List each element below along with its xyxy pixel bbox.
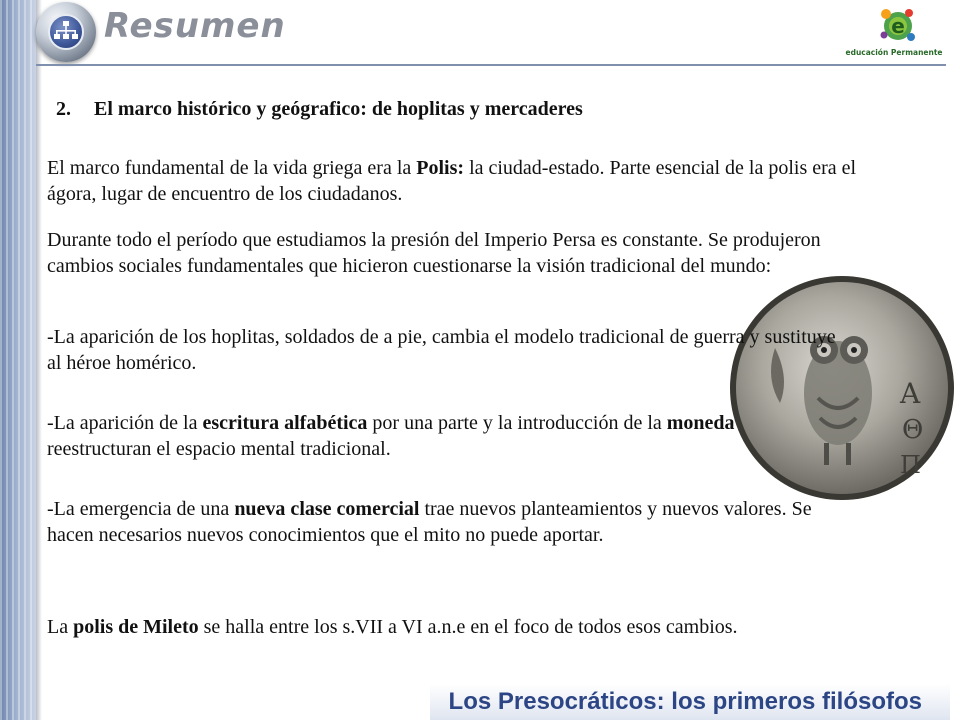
text-run: la ciudad-estado. Parte esencial de la polis era el ágora, lugar de encuentro de los ciudadanos.	[47, 157, 857, 205]
section-heading	[56, 98, 583, 121]
header-badge-icon	[36, 2, 96, 62]
header-divider	[36, 64, 946, 66]
svg-text:Α: Α	[900, 377, 921, 410]
text-run: se halla entre los s.VII a VI a.n.e en el foco de todos esos cambios.	[198, 616, 738, 638]
bold-term-escritura: escritura alfabética	[202, 412, 368, 434]
bold-term-clase-comercial: nueva clase comercial	[234, 498, 420, 520]
paragraph-clase-comercial	[47, 496, 847, 548]
paragraph-hoplitas: -La aparición de los hoplitas, soldados de a pie, cambia el modelo tradicional de guerra y sustituye al héroe homérico.	[47, 326, 836, 374]
text-run: El marco fundamental de la vida griega era la	[47, 157, 417, 179]
logo-caption: educación Permanente	[845, 48, 943, 57]
bold-term-polis: Polis:	[416, 157, 465, 179]
left-decorative-border	[0, 0, 36, 720]
bold-term-mileto: polis de Mileto	[73, 616, 199, 638]
badge-hierarchy-icon	[48, 14, 84, 50]
header-title: Resumen	[104, 6, 286, 46]
paragraph-imperio-persa: Durante todo el período que estudiamos la presión del Imperio Persa es constante. Se produjeron cambios sociales fundamentales que hicieron cuestionarse la visión tradicional del mundo:	[47, 229, 821, 277]
text-run: trae nuevos planteamientos y nuevos valores. Se hacen necesarios nuevos conocimientos que el mito no puede aportar.	[47, 498, 812, 546]
paragraph-escritura-moneda	[47, 410, 837, 462]
paragraph-mileto	[47, 614, 847, 640]
text-run: por una parte y la introducción de la	[367, 412, 667, 434]
athenian-owl-coin-image	[720, 268, 960, 508]
section-number: 2.	[56, 98, 71, 120]
text-run: reestructuran el espacio mental tradicional.	[47, 438, 391, 460]
section-title: El marco histórico y geógrafico: de hoplitas y mercaderes	[94, 98, 583, 120]
bold-term-moneda: moneda	[666, 412, 735, 434]
svg-text:Θ: Θ	[902, 415, 924, 445]
text-run: -La emergencia de una	[47, 498, 235, 520]
svg-text:Π: Π	[900, 451, 921, 479]
logo-letter: e	[891, 14, 905, 38]
left-border-shadow	[36, 0, 42, 720]
text-run: La	[47, 616, 74, 638]
paragraph-polis	[47, 155, 867, 207]
text-run: -La aparición de la	[47, 412, 203, 434]
footer-bar	[430, 684, 950, 720]
footer-title: Los Presocráticos: los primeros filósofos	[448, 688, 922, 715]
